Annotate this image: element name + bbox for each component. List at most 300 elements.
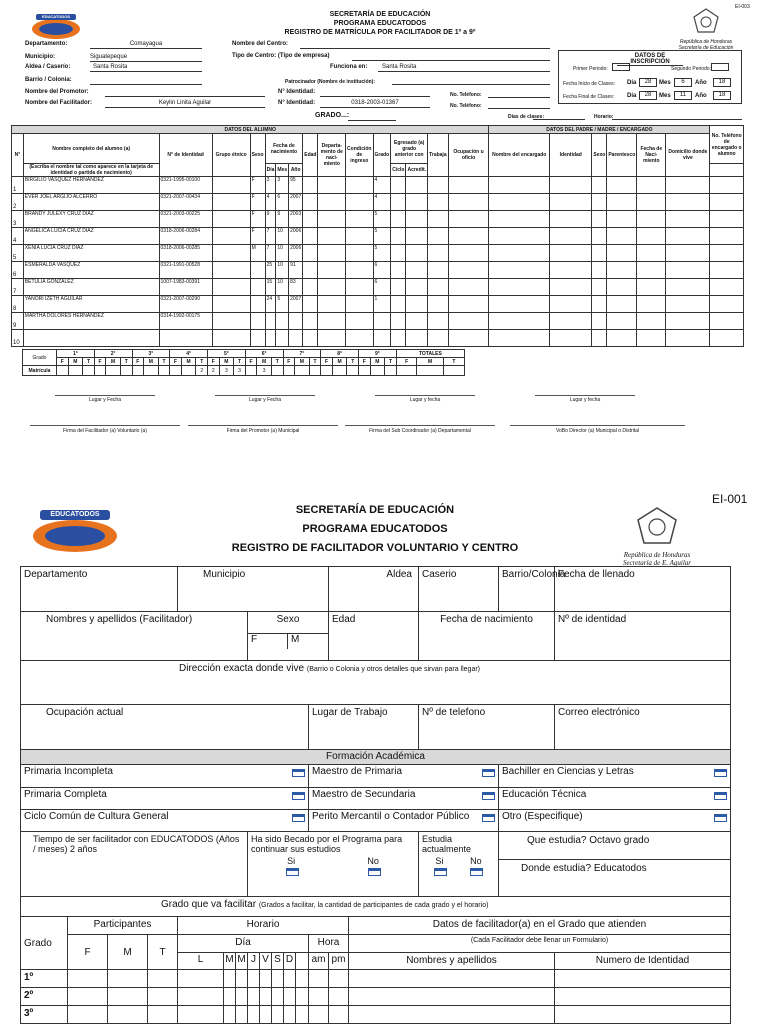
nacimiento-mes[interactable]: 10 — [276, 279, 289, 296]
depto-nacimiento[interactable] — [318, 313, 346, 330]
acredit[interactable] — [406, 194, 428, 211]
grupo-etnico[interactable] — [212, 262, 250, 279]
summary-value[interactable] — [83, 366, 95, 376]
alumno-identidad[interactable]: 0321-2007-00434 — [159, 194, 212, 211]
encargado-identidad[interactable] — [550, 177, 592, 194]
ocupacion[interactable] — [448, 262, 489, 279]
summary-value[interactable] — [309, 366, 321, 376]
encargado-sexo[interactable] — [592, 313, 607, 330]
edad-cell[interactable]: Edad — [329, 611, 419, 660]
condicion[interactable] — [346, 211, 373, 228]
ocupacion[interactable] — [448, 313, 489, 330]
alumno-sexo[interactable]: M — [250, 245, 265, 262]
becado-si-checkbox[interactable] — [286, 868, 299, 876]
condicion[interactable] — [346, 279, 373, 296]
nacimiento-anio[interactable]: 2006 — [289, 228, 303, 245]
grade-cell[interactable] — [284, 970, 296, 988]
acredit[interactable] — [406, 279, 428, 296]
firma-line[interactable] — [188, 425, 338, 426]
grade-cell[interactable] — [272, 1006, 284, 1024]
depto-nacimiento[interactable] — [318, 211, 346, 228]
alumno-sexo[interactable]: F — [250, 177, 265, 194]
que-estudia[interactable]: Que estudia? Octavo grado — [499, 832, 730, 860]
trabaja[interactable] — [428, 194, 449, 211]
parentesco[interactable] — [607, 177, 637, 194]
encargado-nombre[interactable] — [489, 330, 550, 347]
formacion-option[interactable]: Ciclo Común de Cultura General — [21, 809, 309, 831]
grade-cell[interactable] — [349, 1006, 555, 1024]
edad[interactable] — [303, 194, 318, 211]
trabaja[interactable] — [428, 296, 449, 313]
domicilio[interactable] — [666, 228, 710, 245]
depto-nacimiento[interactable] — [318, 177, 346, 194]
summary-value[interactable] — [321, 366, 333, 376]
sexo-m[interactable]: M — [291, 633, 300, 645]
alumno-nombre[interactable]: ANGELICA LUCIA CRUZ DIAZ — [23, 228, 159, 245]
dias-clases-field[interactable] — [533, 112, 585, 120]
grupo-etnico[interactable] — [212, 177, 250, 194]
alumno-identidad[interactable]: 0314-1992-00175 — [159, 313, 212, 330]
grupo-etnico[interactable] — [212, 296, 250, 313]
nacimiento-mes[interactable]: 10 — [276, 245, 289, 262]
summary-value[interactable] — [94, 366, 106, 376]
formacion-option[interactable]: Bachiller en Ciencias y Letras — [499, 765, 731, 787]
telefono[interactable] — [710, 228, 744, 245]
final-anio[interactable]: 18 — [713, 91, 731, 100]
nacimiento-anio[interactable]: 2003 — [289, 211, 303, 228]
grade-cell[interactable] — [68, 970, 108, 988]
grade-cell[interactable] — [236, 988, 248, 1006]
acredit[interactable] — [406, 177, 428, 194]
encargado-sexo[interactable] — [592, 262, 607, 279]
sexo-f[interactable]: F — [248, 634, 288, 649]
lugar-fecha-line[interactable] — [535, 395, 635, 396]
summary-value[interactable] — [347, 366, 359, 376]
lugar-fecha-line[interactable] — [375, 395, 475, 396]
checkbox-icon[interactable] — [482, 769, 495, 777]
identidad-promotor-field[interactable] — [320, 89, 430, 97]
depto-nacimiento[interactable] — [318, 296, 346, 313]
grade-cell[interactable] — [248, 1006, 260, 1024]
summary-value[interactable]: 3 — [257, 366, 272, 376]
formacion-option[interactable]: Maestro de Secundaria — [309, 787, 499, 809]
domicilio[interactable] — [666, 313, 710, 330]
summary-value[interactable] — [396, 366, 417, 376]
parentesco[interactable] — [607, 211, 637, 228]
grade-cell[interactable] — [329, 1006, 349, 1024]
identidad-cell[interactable]: Nº de identidad — [555, 611, 731, 660]
grade-cell[interactable] — [296, 1006, 309, 1024]
nacimiento-dia[interactable]: 3 — [265, 177, 276, 194]
nacimiento-dia[interactable]: 7 — [265, 228, 276, 245]
encargado-identidad[interactable] — [550, 330, 592, 347]
grade-cell[interactable] — [224, 1006, 236, 1024]
grade-cell[interactable] — [329, 970, 349, 988]
alumno-grado[interactable]: 4 — [373, 177, 391, 194]
encargado-fecha[interactable] — [637, 194, 666, 211]
condicion[interactable] — [346, 194, 373, 211]
tiempo-facilitador-cell[interactable]: Tiempo de ser facilitador con EDUCATODOS (Años / meses) 2 años — [21, 832, 248, 897]
edad[interactable] — [303, 330, 318, 347]
trabaja[interactable] — [428, 313, 449, 330]
nacimiento-dia[interactable]: 7 — [265, 245, 276, 262]
telefono[interactable] — [710, 211, 744, 228]
edad[interactable] — [303, 177, 318, 194]
nacimiento-anio[interactable]: 83 — [289, 279, 303, 296]
acredit[interactable] — [406, 228, 428, 245]
grade-cell[interactable] — [309, 988, 329, 1006]
sexo-cell[interactable]: Sexo F M — [248, 611, 329, 660]
grade-cell[interactable] — [108, 988, 148, 1006]
grade-cell[interactable] — [236, 1006, 248, 1024]
nacimiento-anio[interactable] — [289, 313, 303, 330]
ciclo[interactable] — [391, 194, 406, 211]
edad[interactable] — [303, 228, 318, 245]
lugar-fecha-line[interactable] — [55, 395, 155, 396]
trabaja[interactable] — [428, 228, 449, 245]
trabaja[interactable] — [428, 262, 449, 279]
nacimiento-mes[interactable]: 9 — [276, 211, 289, 228]
summary-value[interactable]: 2 — [208, 366, 220, 376]
alumno-grado[interactable]: 6 — [373, 262, 391, 279]
alumno-sexo[interactable] — [250, 279, 265, 296]
grade-cell[interactable] — [272, 988, 284, 1006]
condicion[interactable] — [346, 330, 373, 347]
lugar-trabajo-cell[interactable]: Lugar de Trabajo — [309, 705, 419, 750]
ocupacion[interactable] — [448, 296, 489, 313]
grade-cell[interactable] — [248, 970, 260, 988]
telefono[interactable] — [710, 279, 744, 296]
domicilio[interactable] — [666, 194, 710, 211]
grupo-etnico[interactable] — [212, 228, 250, 245]
alumno-nombre[interactable]: ESMERALDA VASQUEZ — [23, 262, 159, 279]
nacimiento-mes[interactable]: 6 — [276, 194, 289, 211]
encargado-fecha[interactable] — [637, 177, 666, 194]
alumno-nombre[interactable]: MARTHA DOLORES HERNANDEZ — [23, 313, 159, 330]
grade-cell[interactable] — [68, 1006, 108, 1024]
checkbox-icon[interactable] — [292, 814, 305, 822]
formacion-option[interactable]: Educación Técnica — [499, 787, 731, 809]
grade-cell[interactable] — [148, 970, 178, 988]
condicion[interactable] — [346, 228, 373, 245]
donde-estudia[interactable]: Donde estudia? Educatodos — [521, 863, 647, 875]
parentesco[interactable] — [607, 194, 637, 211]
encargado-fecha[interactable] — [637, 211, 666, 228]
trabaja[interactable] — [428, 211, 449, 228]
ciclo[interactable] — [391, 279, 406, 296]
becado-no-checkbox[interactable] — [368, 868, 381, 876]
final-dia[interactable]: 28 — [639, 91, 657, 100]
encargado-fecha[interactable] — [637, 228, 666, 245]
alumno-grado[interactable]: 5 — [373, 228, 391, 245]
encargado-identidad[interactable] — [550, 194, 592, 211]
encargado-identidad[interactable] — [550, 296, 592, 313]
edad[interactable] — [303, 279, 318, 296]
summary-value[interactable] — [132, 366, 144, 376]
telefono[interactable] — [710, 177, 744, 194]
alumno-nombre[interactable]: EVER JOEL ARGIJO ALCERRO — [23, 194, 159, 211]
alumno-nombre[interactable]: BETULIA GONZALEZ — [23, 279, 159, 296]
encargado-nombre[interactable] — [489, 279, 550, 296]
nombres-facilitador-cell[interactable]: Nombres y apellidos (Facilitador) — [21, 611, 248, 660]
grade-cell[interactable] — [236, 970, 248, 988]
nacimiento-anio[interactable]: 2007 — [289, 296, 303, 313]
caserio-cell[interactable]: Caserio — [419, 567, 499, 612]
grade-cell[interactable] — [108, 970, 148, 988]
tipo-centro-field[interactable] — [352, 53, 550, 61]
alumno-grado[interactable]: 5 — [373, 211, 391, 228]
nacimiento-dia[interactable]: 24 — [265, 296, 276, 313]
funciona-field[interactable]: Santa Rosita — [378, 64, 550, 72]
acredit[interactable] — [406, 245, 428, 262]
summary-value[interactable] — [332, 366, 347, 376]
formacion-option[interactable]: Perito Mercantil o Contador Público — [309, 809, 499, 831]
segundo-periodo-checkbox[interactable] — [711, 63, 729, 71]
fecha-nacimiento-cell[interactable]: Fecha de nacimiento — [419, 611, 555, 660]
summary-value[interactable] — [106, 366, 121, 376]
edad[interactable] — [303, 211, 318, 228]
nacimiento-anio[interactable] — [289, 330, 303, 347]
trabaja[interactable] — [428, 177, 449, 194]
grupo-etnico[interactable] — [212, 211, 250, 228]
nacimiento-mes[interactable]: 3 — [276, 177, 289, 194]
horario-field[interactable] — [612, 112, 742, 120]
acredit[interactable] — [406, 313, 428, 330]
parentesco[interactable] — [607, 228, 637, 245]
grade-cell[interactable] — [296, 970, 309, 988]
depto-nacimiento[interactable] — [318, 262, 346, 279]
ocupacion[interactable] — [448, 194, 489, 211]
encargado-sexo[interactable] — [592, 330, 607, 347]
fecha-llenado-cell[interactable]: Fecha de llenado — [555, 567, 731, 612]
summary-value[interactable] — [359, 366, 371, 376]
edad[interactable] — [303, 313, 318, 330]
domicilio[interactable] — [666, 211, 710, 228]
encargado-fecha[interactable] — [637, 296, 666, 313]
correo-cell[interactable]: Correo electrónico — [555, 705, 731, 750]
summary-value[interactable] — [283, 366, 295, 376]
primer-periodo-checkbox[interactable] — [612, 63, 630, 71]
domicilio[interactable] — [666, 245, 710, 262]
trabaja[interactable] — [428, 245, 449, 262]
summary-value[interactable] — [120, 366, 132, 376]
inicio-dia[interactable]: 28 — [639, 78, 657, 87]
firma-line[interactable] — [30, 425, 180, 426]
summary-value[interactable] — [170, 366, 182, 376]
firma-line[interactable] — [510, 425, 685, 426]
identidad-facilitador-field[interactable]: 0318-2003-01367 — [320, 100, 430, 108]
alumno-identidad[interactable] — [159, 330, 212, 347]
grade-cell[interactable] — [178, 1006, 224, 1024]
depto-nacimiento[interactable] — [318, 330, 346, 347]
domicilio[interactable] — [666, 330, 710, 347]
alumno-grado[interactable]: 1 — [373, 296, 391, 313]
encargado-identidad[interactable] — [550, 245, 592, 262]
condicion[interactable] — [346, 313, 373, 330]
ciclo[interactable] — [391, 177, 406, 194]
nacimiento-anio[interactable]: 95 — [289, 177, 303, 194]
encargado-identidad[interactable] — [550, 313, 592, 330]
alumno-identidad[interactable]: 0321-2003-00225 — [159, 211, 212, 228]
departamento-field[interactable]: Comayagua — [90, 41, 202, 49]
telefono[interactable] — [710, 330, 744, 347]
encargado-identidad[interactable] — [550, 262, 592, 279]
ocupacion[interactable] — [448, 330, 489, 347]
grade-cell[interactable] — [178, 970, 224, 988]
ciclo[interactable] — [391, 313, 406, 330]
ciclo[interactable] — [391, 211, 406, 228]
telefono[interactable] — [710, 296, 744, 313]
telefono[interactable] — [710, 313, 744, 330]
alumno-sexo[interactable] — [250, 330, 265, 347]
ciclo[interactable] — [391, 262, 406, 279]
summary-value[interactable] — [370, 366, 385, 376]
ocupacion[interactable] — [448, 279, 489, 296]
edad[interactable] — [303, 296, 318, 313]
domicilio[interactable] — [666, 296, 710, 313]
encargado-fecha[interactable] — [637, 313, 666, 330]
estudia-no-checkbox[interactable] — [470, 868, 483, 876]
acredit[interactable] — [406, 211, 428, 228]
acredit[interactable] — [406, 296, 428, 313]
alumno-nombre[interactable]: BIRGILIO VASQUEZ HERNANDEZ — [23, 177, 159, 194]
nacimiento-mes[interactable] — [276, 330, 289, 347]
grupo-etnico[interactable] — [212, 279, 250, 296]
alumno-identidad[interactable]: 0318-2006-00285 — [159, 245, 212, 262]
encargado-identidad[interactable] — [550, 211, 592, 228]
encargado-sexo[interactable] — [592, 228, 607, 245]
depto-nacimiento[interactable] — [318, 194, 346, 211]
telefono[interactable] — [710, 245, 744, 262]
ocupacion[interactable] — [448, 245, 489, 262]
encargado-sexo[interactable] — [592, 211, 607, 228]
depto-nacimiento[interactable] — [318, 279, 346, 296]
parentesco[interactable] — [607, 313, 637, 330]
formacion-option[interactable]: Otro (Especifique) — [499, 809, 731, 831]
encargado-identidad[interactable] — [550, 228, 592, 245]
telefono-promotor-field[interactable] — [488, 90, 550, 98]
promotor-field[interactable] — [105, 89, 265, 97]
summary-value[interactable] — [385, 366, 397, 376]
direccion-cell[interactable]: Dirección exacta donde vive (Barrio o Colonia y otros detalles que sirvan para llegar) — [21, 660, 731, 705]
depto-nacimiento[interactable] — [318, 245, 346, 262]
summary-value[interactable] — [158, 366, 170, 376]
parentesco[interactable] — [607, 262, 637, 279]
grade-cell[interactable] — [178, 988, 224, 1006]
nacimiento-dia[interactable]: 4 — [265, 194, 276, 211]
summary-value[interactable] — [271, 366, 283, 376]
inicio-anio[interactable]: 18 — [713, 78, 731, 87]
grade-cell[interactable] — [224, 970, 236, 988]
inicio-mes[interactable]: 6 — [674, 78, 692, 87]
checkbox-icon[interactable] — [482, 792, 495, 800]
edad[interactable] — [303, 245, 318, 262]
checkbox-icon[interactable] — [482, 814, 495, 822]
facilitador-field[interactable]: Keylin Linita Aguilar — [105, 100, 265, 108]
encargado-nombre[interactable] — [489, 245, 550, 262]
ocupacion[interactable] — [448, 177, 489, 194]
grade-cell[interactable] — [329, 988, 349, 1006]
nacimiento-anio[interactable]: 91 — [289, 262, 303, 279]
alumno-sexo[interactable]: F — [250, 228, 265, 245]
alumno-sexo[interactable] — [250, 296, 265, 313]
nacimiento-anio[interactable]: 2006 — [289, 245, 303, 262]
alumno-grado[interactable]: 4 — [373, 194, 391, 211]
grado-field[interactable] — [348, 113, 396, 121]
alumno-identidad[interactable]: 0321-1995-00100 — [159, 177, 212, 194]
nacimiento-anio[interactable]: 2007 — [289, 194, 303, 211]
summary-value[interactable]: 3 — [219, 366, 234, 376]
grade-cell[interactable] — [260, 988, 272, 1006]
grade-cell[interactable] — [309, 1006, 329, 1024]
grade-cell[interactable] — [68, 988, 108, 1006]
grade-cell[interactable] — [108, 1006, 148, 1024]
nacimiento-mes[interactable]: 5 — [276, 296, 289, 313]
parentesco[interactable] — [607, 279, 637, 296]
alumno-nombre[interactable]: BRANDY JULEXY CRUZ DIAZ — [23, 211, 159, 228]
nacimiento-mes[interactable] — [276, 313, 289, 330]
nacimiento-mes[interactable]: 10 — [276, 262, 289, 279]
formacion-option[interactable]: Maestro de Primaria — [309, 765, 499, 787]
parentesco[interactable] — [607, 330, 637, 347]
alumno-identidad[interactable]: 0321-1991-00528 — [159, 262, 212, 279]
encargado-nombre[interactable] — [489, 262, 550, 279]
alumno-identidad[interactable]: 0318-2006-00284 — [159, 228, 212, 245]
parentesco[interactable] — [607, 296, 637, 313]
alumno-sexo[interactable]: F — [250, 211, 265, 228]
nacimiento-dia[interactable]: 15 — [265, 279, 276, 296]
nacimiento-mes[interactable]: 10 — [276, 228, 289, 245]
ciclo[interactable] — [391, 296, 406, 313]
grade-cell[interactable] — [260, 1006, 272, 1024]
checkbox-icon[interactable] — [292, 792, 305, 800]
grade-cell[interactable] — [555, 1006, 731, 1024]
barrio-field[interactable] — [90, 77, 202, 85]
summary-value[interactable] — [295, 366, 310, 376]
final-mes[interactable]: 11 — [674, 91, 692, 100]
grade-cell[interactable] — [309, 970, 329, 988]
encargado-fecha[interactable] — [637, 330, 666, 347]
checkbox-icon[interactable] — [714, 792, 727, 800]
alumno-nombre[interactable] — [23, 330, 159, 347]
encargado-nombre[interactable] — [489, 313, 550, 330]
telefono-facilitador-field[interactable] — [488, 101, 550, 109]
grupo-etnico[interactable] — [212, 245, 250, 262]
summary-value[interactable] — [144, 366, 159, 376]
summary-value[interactable] — [181, 366, 196, 376]
alumno-grado[interactable]: 5 — [373, 245, 391, 262]
alumno-grado[interactable]: 6 — [373, 279, 391, 296]
alumno-nombre[interactable]: YANORI IZETH AGUILAR — [23, 296, 159, 313]
barrio-cell[interactable]: Barrio/Colonia — [499, 567, 555, 612]
formacion-option[interactable]: Primaria Completa — [21, 787, 309, 809]
summary-value[interactable] — [57, 366, 69, 376]
ocupacion[interactable] — [448, 228, 489, 245]
alumno-grado[interactable] — [373, 330, 391, 347]
grade-cell[interactable] — [224, 988, 236, 1006]
grade-cell[interactable] — [272, 970, 284, 988]
telefono[interactable] — [710, 194, 744, 211]
summary-value[interactable]: 2 — [196, 366, 208, 376]
domicilio[interactable] — [666, 279, 710, 296]
firma-line[interactable] — [345, 425, 495, 426]
edad[interactable] — [303, 262, 318, 279]
encargado-nombre[interactable] — [489, 194, 550, 211]
aldea-cell[interactable]: Aldea — [329, 567, 419, 612]
parentesco[interactable] — [607, 245, 637, 262]
encargado-fecha[interactable] — [637, 279, 666, 296]
nacimiento-dia[interactable]: 25 — [265, 262, 276, 279]
